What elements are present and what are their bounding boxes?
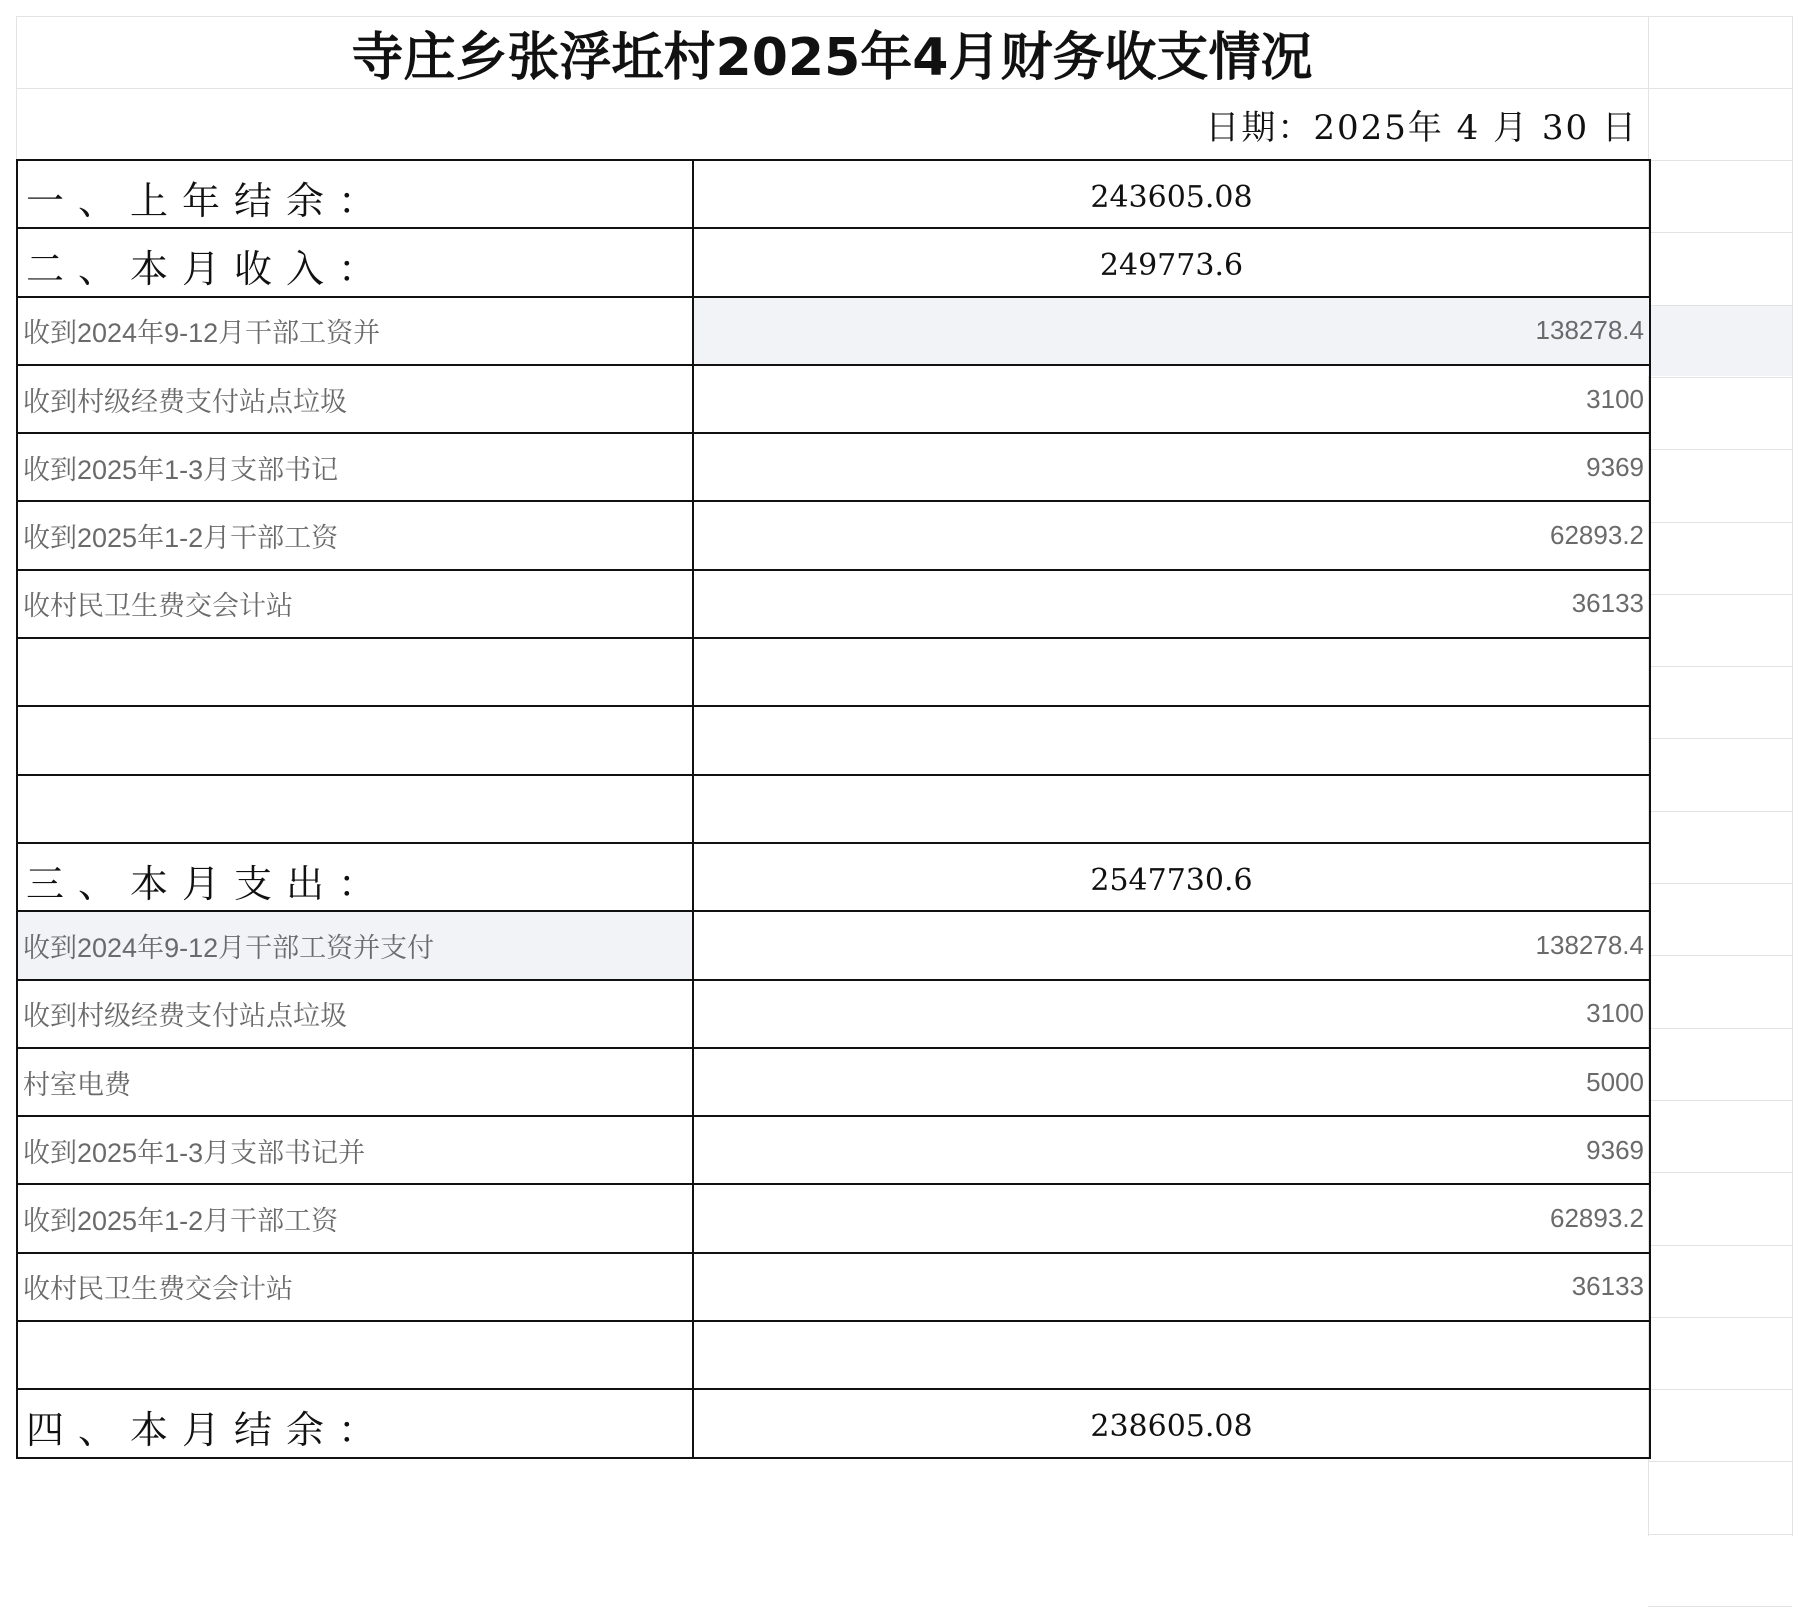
income-item-label[interactable]: 收到2024年9-12月干部工资并: [17, 297, 693, 365]
expense-item-label[interactable]: 收到村级经费支付站点垃圾: [17, 980, 693, 1048]
report-date: 日期：2025年 4 月 30 日: [1205, 107, 1638, 148]
income-label[interactable]: 二、本月收入：: [17, 228, 693, 296]
table-row: [17, 1321, 1650, 1389]
expense-label[interactable]: 三、本月支出：: [17, 843, 693, 911]
expense-item-amount[interactable]: 9369: [693, 1116, 1650, 1184]
closing-balance-label[interactable]: 四、本月结余：: [17, 1389, 693, 1457]
income-total[interactable]: 249773.6: [693, 228, 1650, 296]
gridline: [1648, 1461, 1792, 1462]
income-item-amount[interactable]: 62893.2: [693, 501, 1650, 569]
table-row: [17, 911, 1650, 979]
income-total-row: [17, 228, 1650, 296]
income-item-amount[interactable]: 9369: [693, 433, 1650, 501]
gridline: [1648, 955, 1792, 956]
income-item-amount[interactable]: [693, 775, 1650, 843]
table-row: [17, 501, 1650, 569]
prior-balance-value[interactable]: 243605.08: [693, 160, 1650, 228]
income-item-amount[interactable]: 3100: [693, 365, 1650, 433]
prior-balance-row: [17, 160, 1650, 228]
expense-item-amount[interactable]: 62893.2: [693, 1184, 1650, 1252]
expense-item-label[interactable]: 村室电费: [17, 1048, 693, 1116]
gridline: [1648, 449, 1792, 450]
income-item-amount[interactable]: [693, 638, 1650, 706]
page-title: 寺庄乡张浮坵村2025年4月财务收支情况: [351, 27, 1313, 88]
table-row: [17, 1116, 1650, 1184]
table-row: [17, 570, 1650, 638]
gridline: [1648, 811, 1792, 812]
table-row: [17, 638, 1650, 706]
gridline: [1648, 594, 1792, 595]
expense-total-row: [17, 843, 1650, 911]
expense-item-label[interactable]: 收村民卫生费交会计站: [17, 1253, 693, 1321]
income-item-amount[interactable]: [693, 706, 1650, 774]
table-row: [17, 980, 1650, 1048]
gridline: [1648, 305, 1792, 306]
gridline: [1648, 1100, 1792, 1101]
expense-item-label[interactable]: 收到2025年1-2月干部工资: [17, 1184, 693, 1252]
table-row: [17, 706, 1650, 774]
income-item-label[interactable]: [17, 706, 693, 774]
table-row: [17, 775, 1650, 843]
expense-item-amount[interactable]: 3100: [693, 980, 1650, 1048]
table-row: [17, 1253, 1650, 1321]
income-item-amount[interactable]: 138278.4: [693, 297, 1650, 365]
expense-item-label[interactable]: [17, 1321, 693, 1389]
gridline: [1648, 232, 1792, 233]
closing-balance-row: [17, 1389, 1650, 1457]
gridline: [1648, 1172, 1792, 1173]
expense-item-amount[interactable]: 36133: [693, 1253, 1650, 1321]
gridline: [1648, 1028, 1792, 1029]
gridline: [1648, 1534, 1792, 1535]
row-highlight: [1648, 306, 1792, 376]
expense-item-label[interactable]: 收到2025年1-3月支部书记并: [17, 1116, 693, 1184]
income-item-label[interactable]: 收村民卫生费交会计站: [17, 570, 693, 638]
income-item-label[interactable]: 收到2025年1-2月干部工资: [17, 501, 693, 569]
table-row: [17, 433, 1650, 501]
expense-total[interactable]: 2547730.6: [693, 843, 1650, 911]
closing-balance-value[interactable]: 238605.08: [693, 1389, 1650, 1457]
gridline: [1648, 738, 1792, 739]
table-row: [17, 1184, 1650, 1252]
gridline: [1648, 1317, 1792, 1318]
table-row: [17, 1048, 1650, 1116]
gridline: [1648, 883, 1792, 884]
income-item-label[interactable]: 收到2025年1-3月支部书记: [17, 433, 693, 501]
gridline: [1648, 377, 1792, 378]
gridline: [1792, 16, 1793, 1536]
expense-item-amount[interactable]: 138278.4: [693, 911, 1650, 979]
expense-item-amount[interactable]: 5000: [693, 1048, 1650, 1116]
gridline: [1648, 1389, 1792, 1390]
gridline: [1648, 160, 1792, 161]
expense-item-amount[interactable]: [693, 1321, 1650, 1389]
expense-item-label[interactable]: 收到2024年9-12月干部工资并支付: [17, 911, 693, 979]
income-item-label[interactable]: [17, 775, 693, 843]
income-item-amount[interactable]: 36133: [693, 570, 1650, 638]
income-item-label[interactable]: 收到村级经费支付站点垃圾: [17, 365, 693, 433]
table-row: [17, 297, 1650, 365]
gridline: [1648, 666, 1792, 667]
ledger-table: [16, 159, 1651, 1459]
prior-balance-label[interactable]: 一、上年结余：: [17, 160, 693, 228]
income-item-label[interactable]: [17, 638, 693, 706]
gridline: [1648, 1245, 1792, 1246]
gridline: [1648, 522, 1792, 523]
table-row: [17, 365, 1650, 433]
